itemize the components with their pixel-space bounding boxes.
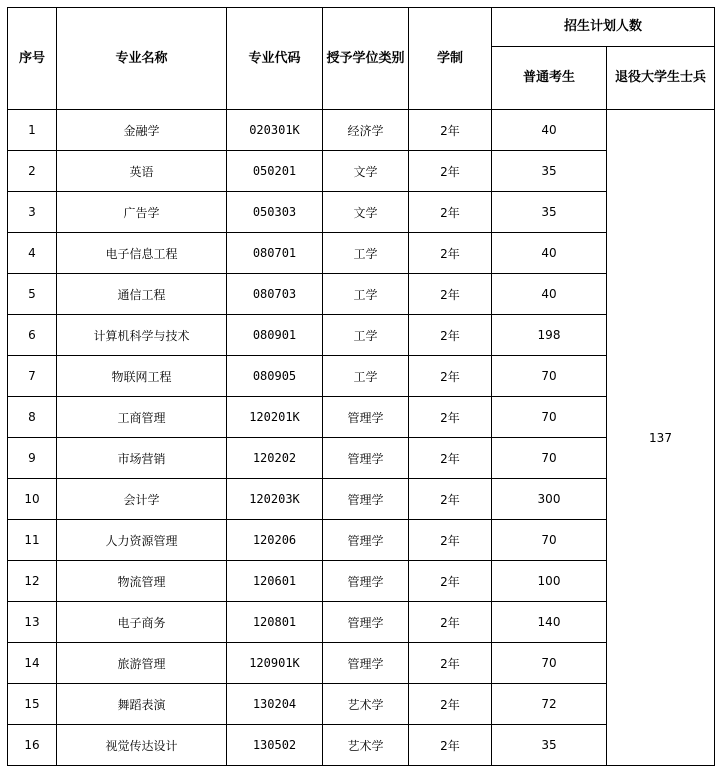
cell-code: 120203K: [227, 479, 323, 520]
cell-index: 4: [8, 233, 57, 274]
cell-name: 通信工程: [57, 274, 227, 315]
header-plan: 招生计划人数: [492, 8, 715, 47]
cell-degree: 艺术学: [323, 684, 409, 725]
cell-code: 120901K: [227, 643, 323, 684]
cell-degree: 工学: [323, 315, 409, 356]
table-header: [8, 8, 715, 110]
cell-name: 工商管理: [57, 397, 227, 438]
cell-code: 120201K: [227, 397, 323, 438]
cell-regular: 35: [492, 725, 607, 766]
cell-regular: 35: [492, 192, 607, 233]
cell-duration: 2年: [409, 438, 492, 479]
cell-index: 11: [8, 520, 57, 561]
cell-index: 10: [8, 479, 57, 520]
cell-name: 电子商务: [57, 602, 227, 643]
cell-degree: 经济学: [323, 110, 409, 151]
header-regular: 普通考生: [492, 47, 607, 110]
cell-veteran-total: 137: [607, 110, 715, 766]
cell-degree: 工学: [323, 233, 409, 274]
cell-degree: 艺术学: [323, 725, 409, 766]
cell-degree: 管理学: [323, 397, 409, 438]
cell-regular: 70: [492, 643, 607, 684]
cell-degree: 管理学: [323, 479, 409, 520]
cell-code: 080905: [227, 356, 323, 397]
cell-name: 广告学: [57, 192, 227, 233]
cell-degree: 管理学: [323, 561, 409, 602]
cell-name: 计算机科学与技术: [57, 315, 227, 356]
cell-index: 13: [8, 602, 57, 643]
cell-degree: 管理学: [323, 438, 409, 479]
cell-name: 旅游管理: [57, 643, 227, 684]
cell-index: 6: [8, 315, 57, 356]
cell-duration: 2年: [409, 725, 492, 766]
cell-index: 16: [8, 725, 57, 766]
cell-name: 舞蹈表演: [57, 684, 227, 725]
cell-regular: 40: [492, 233, 607, 274]
header-degree: 授予学位类别: [323, 8, 409, 110]
cell-name: 物联网工程: [57, 356, 227, 397]
cell-code: 120801: [227, 602, 323, 643]
cell-index: 9: [8, 438, 57, 479]
cell-duration: 2年: [409, 233, 492, 274]
cell-regular: 70: [492, 356, 607, 397]
cell-duration: 2年: [409, 479, 492, 520]
cell-regular: 100: [492, 561, 607, 602]
cell-index: 1: [8, 110, 57, 151]
cell-degree: 工学: [323, 356, 409, 397]
header-duration: 学制: [409, 8, 492, 110]
cell-index: 8: [8, 397, 57, 438]
cell-index: 12: [8, 561, 57, 602]
cell-duration: 2年: [409, 315, 492, 356]
cell-name: 电子信息工程: [57, 233, 227, 274]
cell-index: 2: [8, 151, 57, 192]
cell-duration: 2年: [409, 397, 492, 438]
cell-regular: 300: [492, 479, 607, 520]
cell-code: 050201: [227, 151, 323, 192]
cell-duration: 2年: [409, 274, 492, 315]
cell-degree: 管理学: [323, 643, 409, 684]
cell-duration: 2年: [409, 110, 492, 151]
cell-regular: 72: [492, 684, 607, 725]
cell-code: 130502: [227, 725, 323, 766]
cell-index: 14: [8, 643, 57, 684]
cell-index: 5: [8, 274, 57, 315]
header-index: 序号: [8, 8, 57, 110]
cell-duration: 2年: [409, 602, 492, 643]
cell-duration: 2年: [409, 561, 492, 602]
cell-degree: 文学: [323, 192, 409, 233]
cell-regular: 70: [492, 397, 607, 438]
header-name: 专业名称: [57, 8, 227, 110]
cell-regular: 40: [492, 110, 607, 151]
cell-index: 7: [8, 356, 57, 397]
cell-code: 020301K: [227, 110, 323, 151]
cell-index: 3: [8, 192, 57, 233]
cell-name: 视觉传达设计: [57, 725, 227, 766]
cell-regular: 35: [492, 151, 607, 192]
table-row: [8, 110, 715, 151]
cell-regular: 70: [492, 438, 607, 479]
cell-code: 050303: [227, 192, 323, 233]
cell-degree: 文学: [323, 151, 409, 192]
cell-duration: 2年: [409, 192, 492, 233]
cell-duration: 2年: [409, 356, 492, 397]
cell-code: 080701: [227, 233, 323, 274]
table-body: [8, 110, 715, 766]
cell-name: 金融学: [57, 110, 227, 151]
header-code: 专业代码: [227, 8, 323, 110]
cell-code: 120206: [227, 520, 323, 561]
cell-index: 15: [8, 684, 57, 725]
cell-degree: 管理学: [323, 602, 409, 643]
cell-code: 120601: [227, 561, 323, 602]
cell-name: 会计学: [57, 479, 227, 520]
cell-name: 英语: [57, 151, 227, 192]
header-veteran: 退役大学生士兵: [607, 47, 715, 110]
cell-regular: 140: [492, 602, 607, 643]
cell-code: 080901: [227, 315, 323, 356]
cell-duration: 2年: [409, 643, 492, 684]
cell-duration: 2年: [409, 151, 492, 192]
cell-duration: 2年: [409, 520, 492, 561]
cell-regular: 70: [492, 520, 607, 561]
cell-degree: 工学: [323, 274, 409, 315]
cell-duration: 2年: [409, 684, 492, 725]
cell-code: 120202: [227, 438, 323, 479]
cell-regular: 40: [492, 274, 607, 315]
cell-name: 市场营销: [57, 438, 227, 479]
cell-name: 人力资源管理: [57, 520, 227, 561]
cell-regular: 198: [492, 315, 607, 356]
cell-name: 物流管理: [57, 561, 227, 602]
enrollment-plan-table: [7, 7, 715, 766]
cell-code: 130204: [227, 684, 323, 725]
cell-degree: 管理学: [323, 520, 409, 561]
cell-code: 080703: [227, 274, 323, 315]
